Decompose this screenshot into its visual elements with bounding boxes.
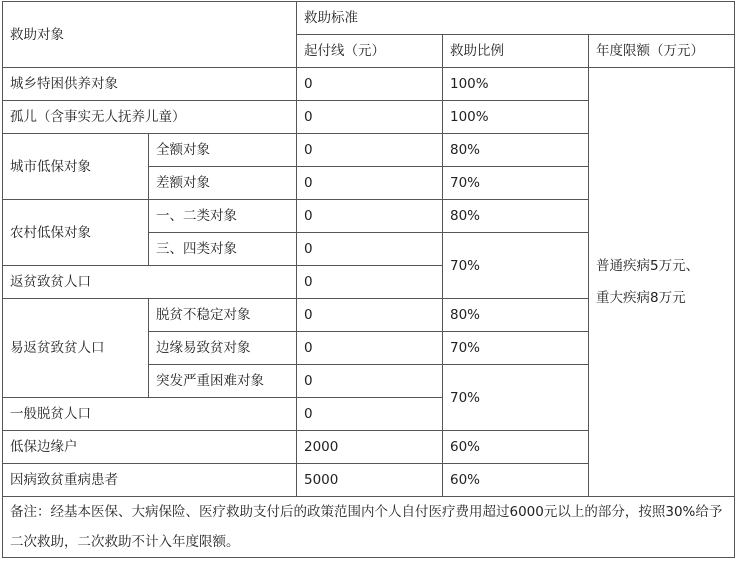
target-cell: 一般脱贫人口 bbox=[3, 398, 297, 431]
threshold-cell: 0 bbox=[297, 332, 443, 365]
threshold-cell: 0 bbox=[297, 233, 443, 266]
medical-relief-table bbox=[2, 1, 735, 558]
target-cell: 因病致贫重病患者 bbox=[3, 464, 297, 497]
limit-line-2: 重大疾病8万元 bbox=[596, 290, 686, 306]
threshold-cell: 0 bbox=[297, 398, 443, 431]
header-target: 救助对象 bbox=[3, 2, 297, 68]
ratio-cell: 100% bbox=[443, 68, 589, 101]
ratio-cell: 70% bbox=[443, 167, 589, 200]
header-standard: 救助标准 bbox=[297, 2, 735, 35]
ratio-cell: 100% bbox=[443, 101, 589, 134]
group-cell: 城市低保对象 bbox=[3, 134, 149, 200]
sub-target-cell: 脱贫不稳定对象 bbox=[149, 299, 297, 332]
sub-target-cell: 一、二类对象 bbox=[149, 200, 297, 233]
header-row-1 bbox=[3, 2, 735, 35]
ratio-cell: 60% bbox=[443, 464, 589, 497]
sub-target-cell: 三、四类对象 bbox=[149, 233, 297, 266]
threshold-cell: 2000 bbox=[297, 431, 443, 464]
table-row bbox=[3, 68, 735, 101]
threshold-cell: 0 bbox=[297, 266, 443, 299]
ratio-cell: 70% bbox=[443, 332, 589, 365]
threshold-cell: 0 bbox=[297, 167, 443, 200]
header-ratio: 救助比例 bbox=[443, 35, 589, 68]
ratio-cell: 80% bbox=[443, 134, 589, 167]
ratio-cell: 80% bbox=[443, 200, 589, 233]
threshold-cell: 0 bbox=[297, 365, 443, 398]
header-threshold: 起付线（元） bbox=[297, 35, 443, 68]
ratio-cell: 70% bbox=[443, 233, 589, 299]
limit-line-1: 普通疾病5万元、 bbox=[596, 258, 700, 274]
sub-target-cell: 全额对象 bbox=[149, 134, 297, 167]
threshold-cell: 0 bbox=[297, 200, 443, 233]
note-cell: 备注：经基本医保、大病保险、医疗救助支付后的政策范围内个人自付医疗费用超过6000元以上的部分，按照30%给予二次救助，二次救助不计入年度限额。 bbox=[3, 497, 735, 558]
target-cell: 低保边缘户 bbox=[3, 431, 297, 464]
sub-target-cell: 突发严重困难对象 bbox=[149, 365, 297, 398]
annual-limit-cell bbox=[589, 68, 735, 497]
target-cell: 城乡特困供养对象 bbox=[3, 68, 297, 101]
target-cell: 返贫致贫人口 bbox=[3, 266, 297, 299]
note-row bbox=[3, 497, 735, 558]
ratio-cell: 70% bbox=[443, 365, 589, 431]
sub-target-cell: 差额对象 bbox=[149, 167, 297, 200]
group-cell: 易返贫致贫人口 bbox=[3, 299, 149, 398]
group-cell: 农村低保对象 bbox=[3, 200, 149, 266]
threshold-cell: 0 bbox=[297, 68, 443, 101]
sub-target-cell: 边缘易致贫对象 bbox=[149, 332, 297, 365]
threshold-cell: 0 bbox=[297, 134, 443, 167]
header-annual-limit: 年度限额（万元） bbox=[589, 35, 735, 68]
target-cell: 孤儿（含事实无人抚养儿童） bbox=[3, 101, 297, 134]
threshold-cell: 5000 bbox=[297, 464, 443, 497]
threshold-cell: 0 bbox=[297, 299, 443, 332]
threshold-cell: 0 bbox=[297, 101, 443, 134]
ratio-cell: 60% bbox=[443, 431, 589, 464]
ratio-cell: 80% bbox=[443, 299, 589, 332]
